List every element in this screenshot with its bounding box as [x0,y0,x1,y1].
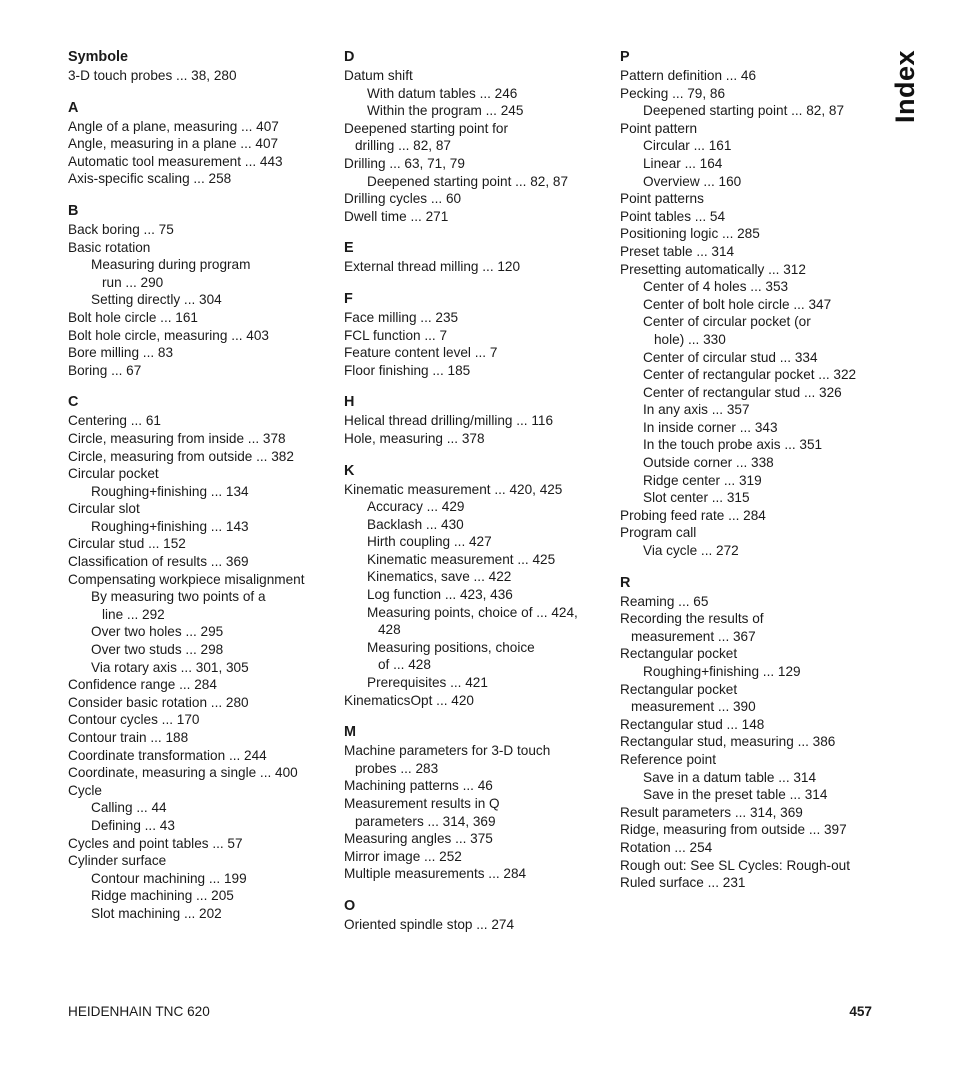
index-entry: Ridge center ... 319 [643,472,762,488]
index-entry: Pattern definition ... 46 [620,68,757,83]
index-section [344,393,606,447]
index-entry: Circular ... 161 [643,138,732,154]
index-entry: Prerequisites ... 421 [367,675,488,691]
index-entry: 3-D touch probes ... 38, 280 [68,68,237,83]
index-entry: Point patterns [620,191,704,207]
index-entry: Ridge, measuring from outside ... 397 [620,822,847,838]
index-entry: Point tables ... 54 [620,208,726,224]
index-entry: Automatic tool measurement ... 443 [68,153,283,169]
index-entry: 428 [378,622,401,638]
index-entry: Center of 4 holes ... 353 [643,279,789,295]
index-entry: Drilling ... 63, 71, 79 [344,155,465,171]
index-entry: Recording the results of [620,611,764,627]
index-entry: External thread milling ... 120 [344,259,521,275]
index-entry: Cylinder surface [68,853,167,869]
index-entry: Via cycle ... 272 [643,543,739,559]
index-entry: Pecking ... 79, 86 [620,85,726,101]
index-entry: Accuracy ... 429 [367,499,465,515]
index-entry: Via rotary axis ... 301, 305 [91,659,249,675]
index-entry: Bore milling ... 83 [68,345,174,361]
index-entry: Coordinate, measuring a single ... 400 [68,765,298,781]
index-entry: Backlash ... 430 [367,516,464,532]
index-entry: Bolt hole circle, measuring ... 403 [68,327,269,343]
index-entry: hole) ... 330 [654,331,726,347]
index-section [68,393,330,922]
section-header: D [344,49,355,65]
index-entry: Dwell time ... 271 [344,208,449,224]
index-entry: Reference point [620,751,716,767]
index-entry: Roughing+finishing ... 134 [91,483,249,499]
index-section [344,239,606,276]
index-entry: Rectangular stud, measuring ... 386 [620,734,836,750]
index-entry: Defining ... 43 [91,817,175,833]
section-header: P [620,49,630,65]
index-entry: By measuring two points of a [91,589,266,605]
index-entry: FCL function ... 7 [344,327,448,343]
index-entry: Within the program ... 245 [367,103,524,119]
index-section [620,574,882,892]
index-entry: Point pattern [620,120,698,136]
section-header: E [344,240,354,257]
index-entry: With datum tables ... 246 [367,85,518,101]
section-header: O [344,897,356,914]
index-entry: Preset table ... 314 [620,243,735,259]
index-entry: Over two holes ... 295 [91,624,224,640]
index-entry: Center of rectangular pocket ... 322 [643,367,857,383]
index-entry: Center of circular pocket (or [643,314,811,330]
index-entry: run ... 290 [102,274,164,290]
index-entry: Bolt hole circle ... 161 [68,309,198,325]
index-entry: Measuring during program [91,257,251,273]
index-entry: Centering ... 61 [68,413,161,429]
index-entry: drilling ... 82, 87 [355,138,451,154]
index-entry: Slot machining ... 202 [91,905,222,921]
index-entry: Over two studs ... 298 [91,642,224,658]
index-entry: Cycles and point tables ... 57 [68,835,243,851]
index-entry: Center of bolt hole circle ... 347 [643,296,832,312]
index-entry: Helical thread drilling/milling ... 116 [344,413,554,429]
index-entry: parameters ... 314, 369 [355,813,496,829]
index-entry: Program call [620,525,697,541]
index-tab-title: Index [890,50,920,124]
index-entry: Circular slot [68,501,140,517]
index-entry: Floor finishing ... 185 [344,362,471,378]
index-section [68,202,330,379]
index-entry: Angle of a plane, measuring ... 407 [68,118,279,134]
index-entry: Face milling ... 235 [344,309,459,325]
index-entry: Rectangular pocket [620,646,738,662]
section-header: C [68,394,79,411]
index-entry: probes ... 283 [355,760,439,776]
index-entry: Drilling cycles ... 60 [344,191,462,207]
index-entry: Reaming ... 65 [620,593,709,609]
index-entry: Compensating workpiece misalignment [68,571,305,587]
index-entry: Rectangular stud ... 148 [620,716,765,732]
index-entry: Center of circular stud ... 334 [643,349,818,365]
index-entry: Roughing+finishing ... 129 [643,664,801,679]
section-header: A [68,99,79,116]
index-entry: Coordinate transformation ... 244 [68,747,267,763]
index-entry: Presetting automatically ... 312 [620,261,806,277]
section-header: Symbole [68,49,128,65]
index-section [344,290,606,379]
index-entry: Ruled surface ... 231 [620,875,746,891]
index-entry: Machine parameters for 3-D touch [344,743,551,759]
index-entry: In inside corner ... 343 [643,419,778,435]
index-column-3 [620,48,882,906]
index-entry: Basic rotation [68,239,151,255]
index-entry: Classification of results ... 369 [68,554,249,570]
index-entry: Outside corner ... 338 [643,455,774,471]
section-header: H [344,394,355,411]
section-header: M [344,724,356,741]
index-entry: Boring ... 67 [68,362,142,378]
index-entry: Multiple measurements ... 284 [344,866,527,882]
index-entry: measurement ... 367 [631,628,756,644]
index-entry: Rectangular pocket [620,681,738,697]
index-entry: Mirror image ... 252 [344,848,462,864]
index-entry: Contour train ... 188 [68,730,189,745]
index-entry: KinematicsOpt ... 420 [344,692,474,708]
index-entry: Machining patterns ... 46 [344,778,493,794]
index-entry: Overview ... 160 [643,173,742,189]
index-entry: measurement ... 390 [631,699,756,715]
index-entry: In any axis ... 357 [643,402,750,418]
index-section [620,48,882,560]
index-section [344,723,606,883]
index-entry: Deepened starting point for [344,120,508,136]
index-entry: Oriented spindle stop ... 274 [344,916,515,932]
index-entry: Rough out: See SL Cycles: Rough-out [620,857,850,873]
index-entry: Ridge machining ... 205 [91,888,234,904]
index-entry: Confidence range ... 284 [68,677,217,693]
index-entry: Measuring positions, choice [367,639,535,655]
index-column-2 [344,48,606,948]
index-entry: Measuring points, choice of ... 424, [367,604,578,620]
index-entry: Feature content level ... 7 [344,345,498,361]
index-entry: Probing feed rate ... 284 [620,507,766,523]
index-entry: Circular stud ... 152 [68,536,186,552]
index-entry: Circle, measuring from outside ... 382 [68,448,294,464]
index-entry: Slot center ... 315 [643,490,750,506]
index-section [68,48,330,85]
section-header: R [620,574,631,591]
index-entry: Measuring angles ... 375 [344,831,493,847]
index-entry: line ... 292 [102,606,165,622]
index-section [344,462,606,710]
index-entry: Setting directly ... 304 [91,292,222,308]
index-entry: Calling ... 44 [91,800,167,816]
index-entry: Consider basic rotation ... 280 [68,694,249,710]
footer-page-number: 457 [849,1004,872,1019]
index-section [344,897,606,934]
index-entry: Measurement results in Q [344,796,500,811]
index-entry: Log function ... 423, 436 [367,587,513,603]
index-entry: Result parameters ... 314, 369 [620,804,803,820]
index-entry: Kinematics, save ... 422 [367,569,512,585]
index-section [68,99,330,188]
footer-product-name: HEIDENHAIN TNC 620 [68,1004,210,1019]
index-entry: Circular pocket [68,466,159,482]
index-entry: Deepened starting point ... 82, 87 [643,103,845,119]
index-entry: In the touch probe axis ... 351 [643,437,823,453]
index-entry: Circle, measuring from inside ... 378 [68,430,286,446]
index-column-1 [68,48,330,937]
index-entry: Roughing+finishing ... 143 [91,518,249,534]
index-entry: Rotation ... 254 [620,839,713,855]
index-entry: Datum shift [344,68,413,83]
index-entry: of ... 428 [378,657,431,673]
section-header: F [344,290,353,307]
index-entry: Angle, measuring in a plane ... 407 [68,136,279,152]
index-entry: Positioning logic ... 285 [620,226,760,242]
index-entry: Center of rectangular stud ... 326 [643,384,842,400]
index-entry: Hole, measuring ... 378 [344,430,485,446]
section-header: B [68,202,79,219]
index-entry: Contour cycles ... 170 [68,712,200,728]
index-entry: Deepened starting point ... 82, 87 [367,173,569,189]
section-header: K [344,462,355,479]
index-section [344,48,606,225]
index-entry: Linear ... 164 [643,155,723,171]
index-entry: Save in a datum table ... 314 [643,769,817,785]
index-entry: Hirth coupling ... 427 [367,534,492,550]
index-entry: Back boring ... 75 [68,221,174,237]
index-entry: Kinematic measurement ... 420, 425 [344,481,563,497]
index-entry: Cycle [68,782,102,798]
index-entry: Kinematic measurement ... 425 [367,551,556,567]
index-entry: Contour machining ... 199 [91,870,247,886]
index-entry: Save in the preset table ... 314 [643,787,828,803]
index-entry: Axis-specific scaling ... 258 [68,171,232,187]
